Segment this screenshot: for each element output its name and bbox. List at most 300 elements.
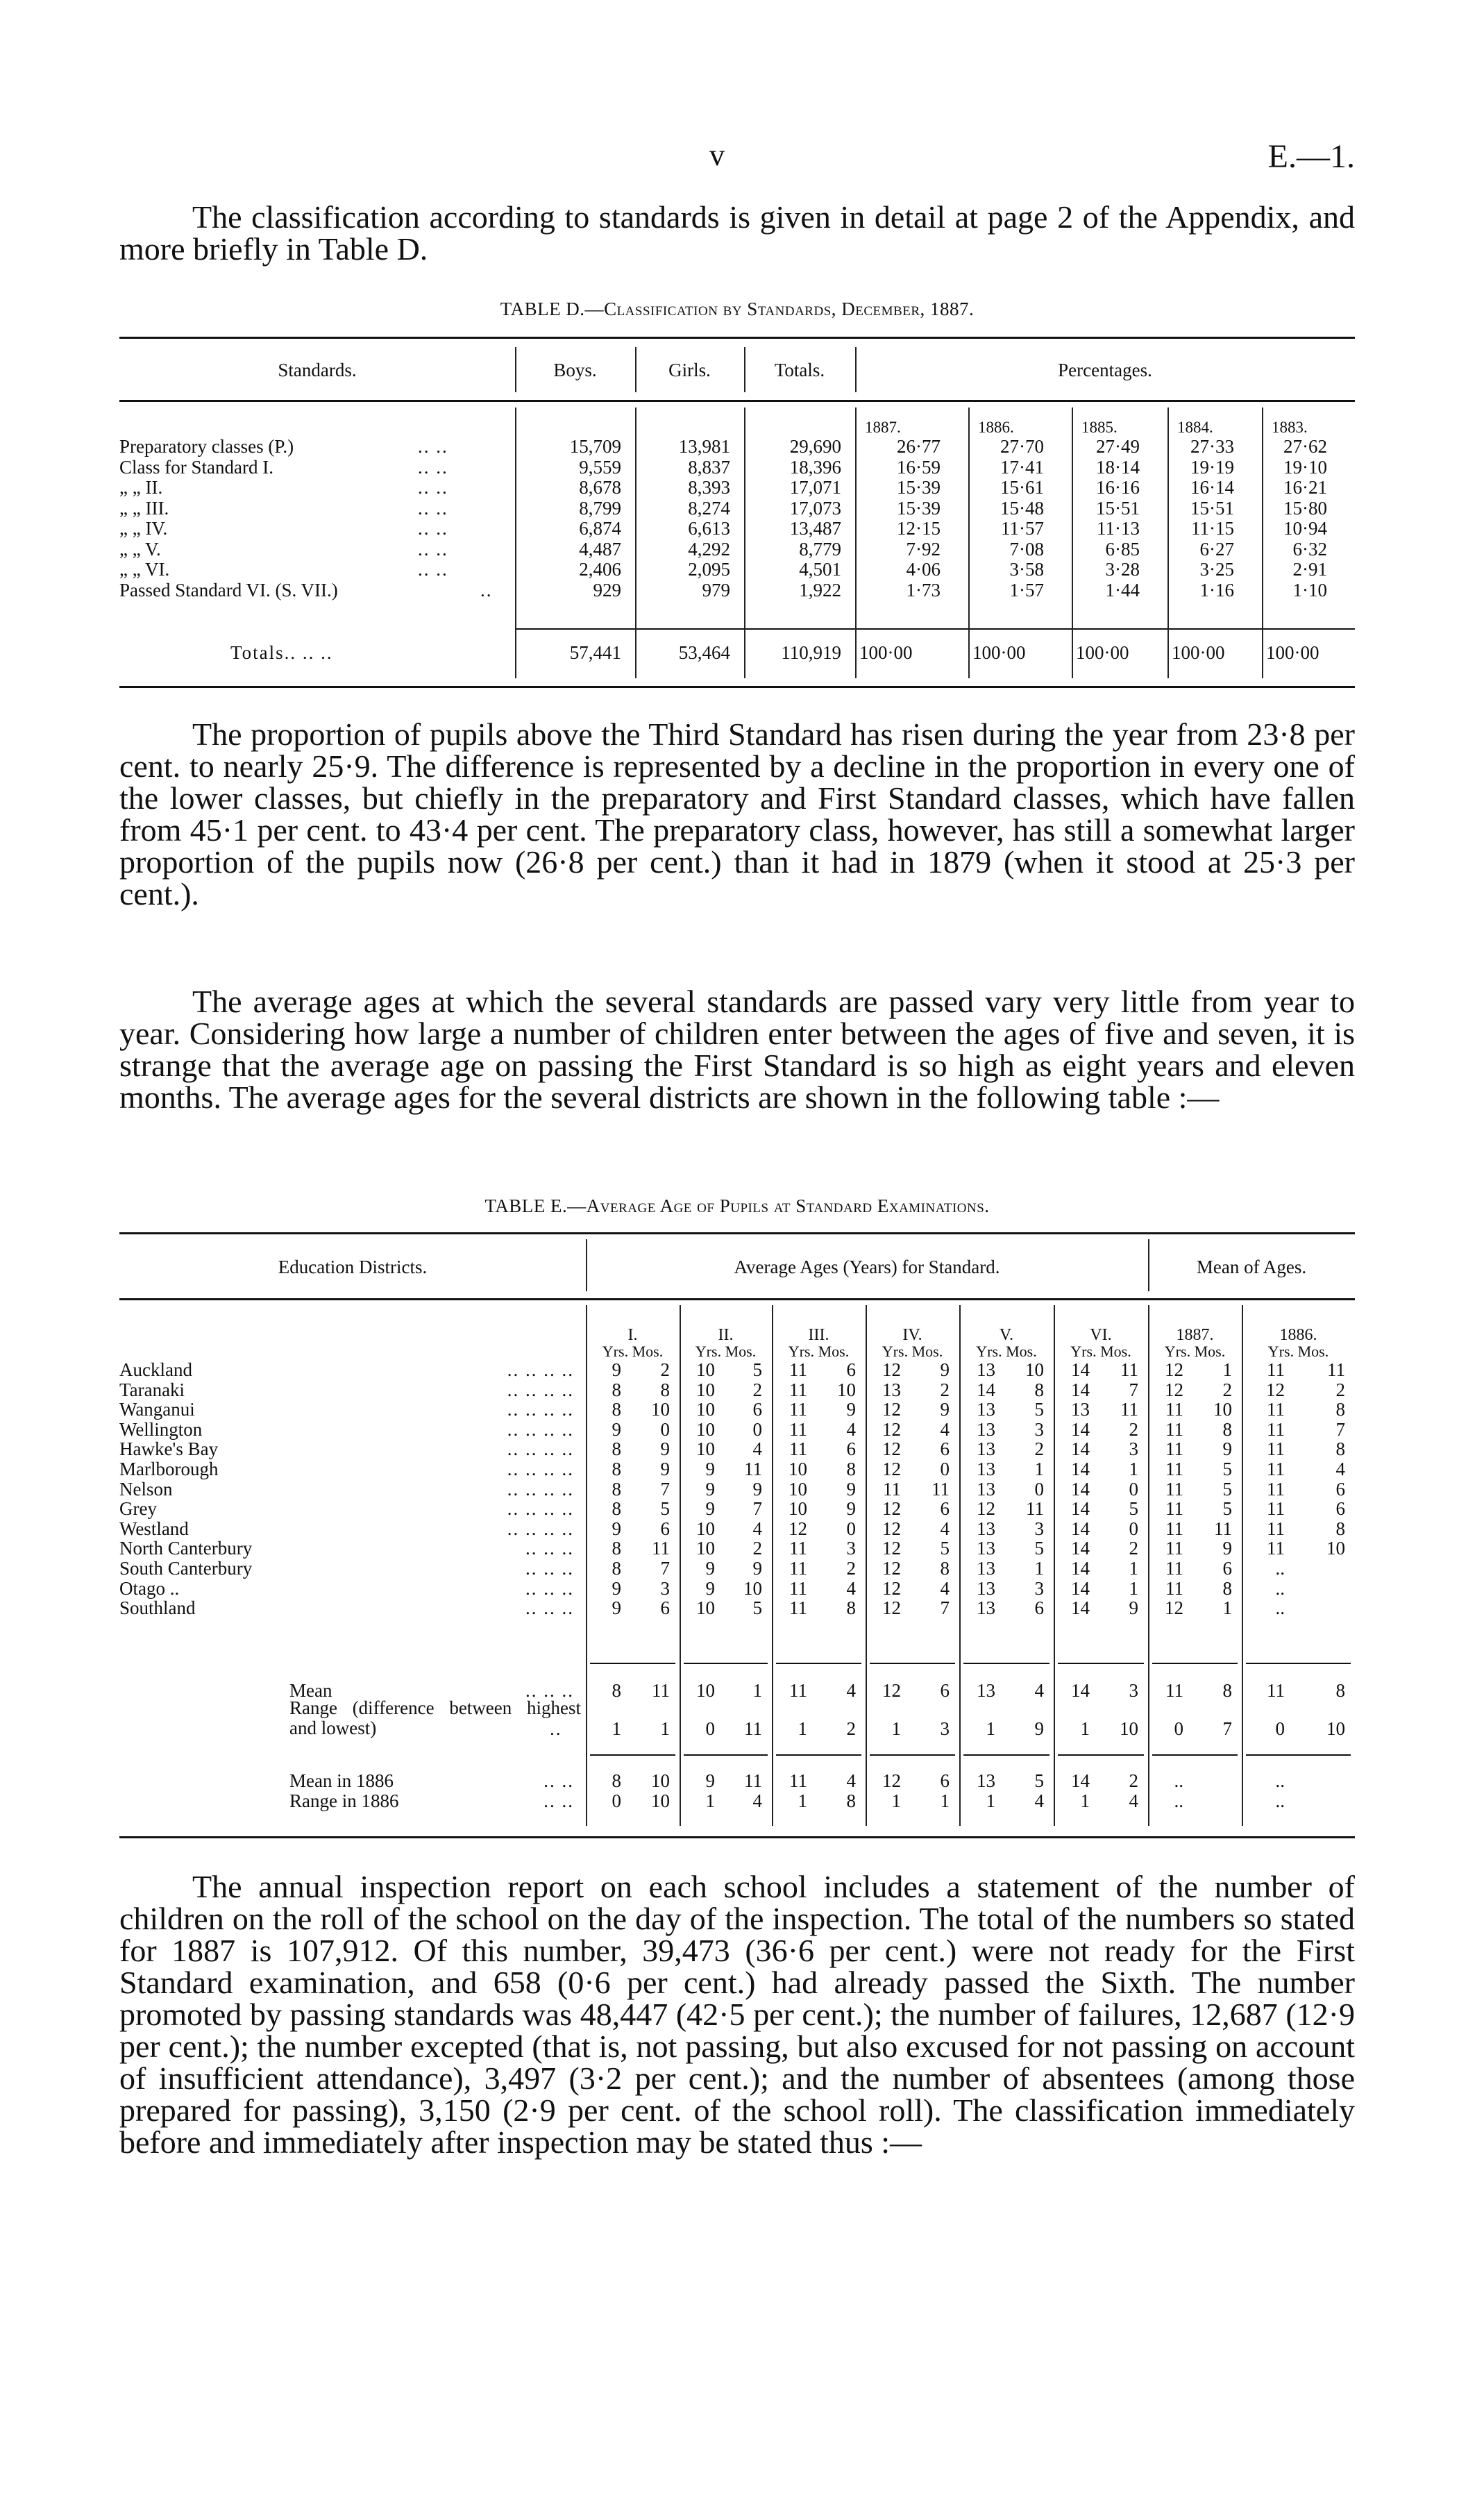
years-value: 11: [1165, 1418, 1183, 1440]
grand-total: 110,919: [781, 642, 841, 663]
months-value: 8: [846, 1459, 856, 1479]
months-value: 11: [744, 1459, 762, 1479]
years-value: 10: [696, 1597, 715, 1619]
rule: [119, 1836, 1355, 1838]
district-name: Wellington: [119, 1418, 203, 1440]
months-value: 5: [1034, 1399, 1044, 1420]
percentage-value: 26·77: [897, 436, 941, 457]
years-value: 12: [882, 1538, 901, 1559]
percentage-value: 16·21: [1283, 477, 1327, 498]
months-value: 4: [1335, 1459, 1345, 1479]
years-value: 11: [1165, 1459, 1183, 1479]
leader-dots: .. .. .. ..: [507, 1399, 574, 1420]
years-value: 0: [1174, 1718, 1183, 1739]
months-value: 4: [846, 1418, 856, 1440]
years-value: 11: [1165, 1438, 1183, 1460]
percentage-value: 1·44: [1105, 579, 1140, 601]
boys-value: 9,559: [579, 456, 621, 478]
girls-value: 8,274: [688, 497, 730, 519]
district-name: Auckland: [119, 1359, 192, 1380]
caption-text: Classification by Standards, December, 1887.: [604, 299, 975, 319]
leader-dots: .. .. ..: [525, 1558, 574, 1579]
months-value: 9: [752, 1558, 762, 1579]
percentage-value: 12·15: [897, 518, 941, 539]
years-value: 11: [1165, 1399, 1183, 1420]
years-value: 14: [1071, 1770, 1090, 1791]
years-value: 13: [977, 1359, 995, 1380]
years-value: 13: [977, 1518, 995, 1539]
years-value: 14: [1071, 1359, 1090, 1380]
months-value: 11: [1214, 1518, 1232, 1539]
leader-dots: .. ..: [418, 477, 448, 498]
years-value: 14: [1071, 1558, 1090, 1579]
years-value: 8: [612, 1770, 621, 1791]
months-value: 9: [940, 1399, 950, 1420]
years-value: 8: [612, 1399, 621, 1420]
paragraph-1: [119, 201, 1355, 265]
years-value: 11: [1267, 1680, 1285, 1701]
months-value: 6: [1335, 1478, 1345, 1500]
months-value: 6: [660, 1518, 670, 1539]
months-value: 8: [1335, 1518, 1345, 1539]
years-value: 13: [977, 1438, 995, 1460]
months-value: 8: [846, 1597, 856, 1619]
years-value: 10: [789, 1478, 807, 1500]
months-value: 1: [1034, 1558, 1044, 1579]
months-value: 10: [651, 1770, 670, 1791]
months-value: 9: [846, 1498, 856, 1520]
district-name: Westland: [119, 1518, 189, 1539]
percentage-value: 15·61: [1000, 477, 1044, 498]
total-value: 17,073: [789, 497, 841, 519]
totals-label: Totals.. .. ..: [230, 642, 333, 663]
years-value: ..: [1275, 1597, 1285, 1619]
months-value: 4: [940, 1418, 950, 1440]
months-value: 6: [1335, 1498, 1345, 1520]
years-value: 14: [1071, 1538, 1090, 1559]
months-value: 6: [660, 1597, 670, 1619]
months-value: 1: [1129, 1459, 1138, 1479]
years-value: 8: [612, 1438, 621, 1460]
months-value: 9: [1034, 1718, 1044, 1739]
years-value: 12: [882, 1438, 901, 1460]
months-value: 3: [940, 1718, 950, 1739]
years-value: 8: [612, 1558, 621, 1579]
percentage-value: 18·14: [1096, 456, 1140, 478]
percentage-value: 2·91: [1292, 559, 1327, 580]
total-value: 18,396: [789, 456, 841, 478]
months-value: 3: [1034, 1518, 1044, 1539]
months-value: 10: [837, 1379, 856, 1400]
months-value: 10: [651, 1790, 670, 1811]
leader-dots: .. .. ..: [525, 1538, 574, 1559]
years-value: 11: [789, 1359, 807, 1380]
boys-value: 8,799: [579, 497, 621, 519]
girls-value: 6,613: [688, 518, 730, 539]
months-value: 4: [940, 1577, 950, 1599]
leader-dots: .. ..: [418, 518, 448, 539]
years-value: 14: [1071, 1438, 1090, 1460]
months-value: 3: [846, 1538, 856, 1559]
years-value: 0: [1275, 1718, 1285, 1739]
years-value: 9: [612, 1577, 621, 1599]
years-value: 13: [1071, 1399, 1090, 1420]
years-value: 12: [882, 1459, 901, 1479]
girls-value: 8,837: [688, 456, 730, 478]
months-value: 3: [660, 1577, 670, 1599]
boys-total: 57,441: [569, 642, 621, 663]
percentage-value: 15·39: [897, 477, 941, 498]
total-value: 17,071: [789, 477, 841, 498]
years-value: 8: [612, 1379, 621, 1400]
months-value: 2: [940, 1379, 950, 1400]
percentage-total: 100·00: [859, 642, 913, 663]
total-value: 29,690: [789, 436, 841, 457]
boys-value: 929: [593, 579, 621, 601]
rule: [963, 1754, 1049, 1756]
years-value: 12: [882, 1518, 901, 1539]
girls-value: 8,393: [688, 477, 730, 498]
standard-column-header: 1887.: [1176, 1326, 1214, 1344]
months-value: 7: [1222, 1718, 1232, 1739]
months-value: 1: [1222, 1359, 1232, 1380]
rule: [1152, 1754, 1238, 1756]
percentage-value: 15·48: [1000, 497, 1044, 519]
percentage-value: 15·51: [1190, 497, 1234, 519]
percentage-value: 19·10: [1283, 456, 1327, 478]
boys-value: 15,709: [569, 436, 621, 457]
percentage-value: 4·06: [906, 559, 941, 580]
district-name: North Canterbury: [119, 1538, 253, 1559]
percentage-value: 7·08: [1009, 538, 1044, 560]
months-value: 8: [940, 1558, 950, 1579]
years-value: ..: [1275, 1577, 1285, 1599]
months-value: 8: [1222, 1577, 1232, 1599]
rule: [776, 1663, 861, 1664]
years-value: ..: [1275, 1558, 1285, 1579]
percentage-value: 3·58: [1009, 559, 1044, 580]
district-name: Hawke's Bay: [119, 1438, 219, 1460]
district-name: Grey: [119, 1498, 157, 1520]
leader-dots: .. .. .. ..: [507, 1438, 574, 1460]
percentage-value: 3·28: [1105, 559, 1140, 580]
months-value: 4: [1129, 1790, 1138, 1811]
months-value: 9: [846, 1478, 856, 1500]
years-value: ..: [1275, 1770, 1285, 1791]
header-mean-of-ages: Mean of Ages.: [1196, 1257, 1307, 1277]
leader-dots: ..: [480, 579, 493, 601]
months-value: 10: [651, 1399, 670, 1420]
yrs-mos-subheader: Yrs. Mos.: [602, 1343, 664, 1360]
months-value: 8: [1222, 1418, 1232, 1440]
leader-dots: .. .. .. ..: [507, 1518, 574, 1539]
months-value: 11: [744, 1770, 762, 1791]
months-value: 2: [1129, 1538, 1138, 1559]
years-value: 10: [696, 1379, 715, 1400]
paragraph-text: The proportion of pupils above the Third Standard has risen during the year from 23·8 per cent. to nearly 25·9. The difference is represented by a decline in the proportion in every one of the lower classes, but chiefly in the preparatory and First Standard classes, which have fallen from 45·1 per cent. to 43·4 per cent. The preparatory class, however, has still a somewhat larger proportion of the pupils now (26·8 per cent.) than it had in 1879 (when it stood at 25·3 per cent.).: [119, 716, 1355, 912]
months-value: 9: [752, 1478, 762, 1500]
header-boys: Boys.: [553, 360, 597, 380]
total-value: 8,779: [799, 538, 841, 560]
rule: [1058, 1754, 1144, 1756]
previous-label: Mean in 1886: [289, 1770, 394, 1791]
years-value: 11: [1165, 1518, 1183, 1539]
years-value: 12: [1266, 1379, 1285, 1400]
months-value: 9: [1222, 1438, 1232, 1460]
table-e-caption: [119, 1195, 1355, 1217]
years-value: 14: [1071, 1680, 1090, 1701]
years-value: 10: [696, 1518, 715, 1539]
months-value: 2: [660, 1359, 670, 1380]
girls-value: 13,981: [678, 436, 730, 457]
months-value: 10: [743, 1577, 762, 1599]
yrs-mos-subheader: Yrs. Mos.: [1070, 1343, 1131, 1360]
standard-column-header: VI.: [1090, 1326, 1112, 1344]
percentage-total: 100·00: [1076, 642, 1129, 663]
years-value: 12: [882, 1399, 901, 1420]
years-value: 12: [882, 1597, 901, 1619]
total-value: 4,501: [799, 559, 841, 580]
rule: [870, 1663, 955, 1664]
months-value: 4: [1034, 1680, 1044, 1701]
leader-dots: .. ..: [418, 456, 448, 478]
months-value: 11: [1120, 1359, 1138, 1380]
years-value: 11: [1267, 1538, 1285, 1559]
leader-dots: ..: [550, 1718, 562, 1739]
girls-value: 2,095: [688, 559, 730, 580]
months-value: 3: [1034, 1418, 1044, 1440]
months-value: 1: [940, 1790, 950, 1811]
document-code: E.—1.: [1267, 138, 1355, 175]
girls-value: 4,292: [688, 538, 730, 560]
years-value: 12: [882, 1577, 901, 1599]
row-label: Passed Standard VI. (S. VII.): [119, 579, 338, 601]
leader-dots: .. ..: [418, 538, 448, 560]
yrs-mos-subheader: Yrs. Mos.: [976, 1343, 1037, 1360]
header-girls: Girls.: [668, 360, 711, 380]
standard-column-header: III.: [808, 1326, 829, 1344]
years-value: 9: [612, 1597, 621, 1619]
boys-value: 4,487: [579, 538, 621, 560]
months-value: 6: [752, 1399, 762, 1420]
years-value: 1: [986, 1718, 995, 1739]
rule: [119, 686, 1355, 688]
years-value: 11: [1267, 1438, 1285, 1460]
months-value: 5: [1222, 1478, 1232, 1500]
months-value: 7: [940, 1597, 950, 1619]
leader-dots: .. .. ..: [525, 1680, 574, 1701]
row-label: „ „ V.: [119, 538, 161, 560]
header-totals: Totals.: [774, 360, 825, 380]
years-value: 11: [789, 1438, 807, 1460]
months-value: 5: [1222, 1498, 1232, 1520]
years-value: 11: [789, 1538, 807, 1559]
percentage-value: 1·57: [1009, 579, 1044, 601]
leader-dots: .. .. ..: [525, 1597, 574, 1619]
years-value: 11: [1267, 1518, 1285, 1539]
months-value: 2: [846, 1558, 856, 1579]
months-value: 0: [752, 1418, 762, 1440]
years-value: 11: [1165, 1538, 1183, 1559]
years-value: 9: [705, 1478, 715, 1500]
percentage-value: 16·16: [1096, 477, 1140, 498]
year-header: 1884.: [1177, 419, 1213, 436]
months-value: 2: [752, 1379, 762, 1400]
rule: [515, 628, 1355, 630]
years-value: 11: [789, 1418, 807, 1440]
months-value: 2: [1034, 1438, 1044, 1460]
years-value: 11: [1165, 1558, 1183, 1579]
months-value: 10: [1213, 1399, 1232, 1420]
months-value: 0: [660, 1418, 670, 1440]
years-value: 0: [705, 1718, 715, 1739]
years-value: 14: [977, 1379, 995, 1400]
years-value: ..: [1174, 1790, 1183, 1811]
rule: [684, 1663, 768, 1664]
row-label: „ „ II.: [119, 477, 163, 498]
percentage-value: 6·27: [1199, 538, 1234, 560]
months-value: 5: [752, 1359, 762, 1380]
months-value: 11: [1120, 1399, 1138, 1420]
percentage-total: 100·00: [1172, 642, 1225, 663]
months-value: 6: [940, 1438, 950, 1460]
percentage-value: 16·14: [1190, 477, 1234, 498]
years-value: 1: [891, 1718, 901, 1739]
months-value: 7: [660, 1478, 670, 1500]
years-value: ..: [1275, 1790, 1285, 1811]
months-value: 5: [1222, 1459, 1232, 1479]
years-value: 9: [612, 1518, 621, 1539]
year-header: 1885.: [1081, 419, 1118, 436]
months-value: 5: [752, 1597, 762, 1619]
months-value: 0: [846, 1518, 856, 1539]
rule: [776, 1754, 861, 1756]
years-value: 9: [705, 1498, 715, 1520]
paragraph-text: The annual inspection report on each school includes a statement of the number of children on the roll of the school on the day of the inspection. The total of the numbers so stated for 1887 is 107,912. Of this number, 39,473 (36·6 per cent.) were not ready for the First Standard examination, and 658 (0·6 per cent.) had already passed the Sixth. The number promoted by passing standards was 48,447 (42·5 per cent.); the number of failures, 12,687 (12·9 per cent.); the number excepted (that is, not passing, but also excused for not passing on account of insufficient attendance), 3,497 (3·2 per cent.); and the number of absentees (among those prepared for passing), 3,150 (2·9 per cent. of the school roll). The classification immediately before and immediately after inspection may be stated thus :—: [119, 1869, 1355, 2160]
years-value: 10: [696, 1359, 715, 1380]
district-name: Nelson: [119, 1478, 173, 1500]
years-value: 12: [789, 1518, 807, 1539]
district-name: Southland: [119, 1597, 196, 1619]
months-value: 2: [1335, 1379, 1345, 1400]
years-value: 1: [705, 1790, 715, 1811]
years-value: 9: [612, 1359, 621, 1380]
years-value: 14: [1071, 1418, 1090, 1440]
months-value: 8: [1335, 1438, 1345, 1460]
years-value: 13: [977, 1597, 995, 1619]
summary-label: Mean: [289, 1680, 332, 1701]
rule: [1152, 1663, 1238, 1664]
district-name: South Canterbury: [119, 1558, 253, 1579]
row-label: Preparatory classes (P.): [119, 436, 294, 457]
months-value: 8: [846, 1790, 856, 1811]
years-value: 1: [798, 1790, 807, 1811]
years-value: 10: [789, 1459, 807, 1479]
years-value: 10: [696, 1538, 715, 1559]
months-value: 1: [660, 1718, 670, 1739]
years-value: 11: [789, 1399, 807, 1420]
years-value: 13: [977, 1399, 995, 1420]
years-value: 9: [705, 1459, 715, 1479]
years-value: 11: [1267, 1478, 1285, 1500]
standard-column-header: I.: [627, 1326, 638, 1344]
months-value: 4: [846, 1680, 856, 1701]
paragraph-3: [119, 986, 1355, 1114]
years-value: 12: [882, 1418, 901, 1440]
boys-value: 8,678: [579, 477, 621, 498]
years-value: 9: [705, 1770, 715, 1791]
rule: [590, 1663, 675, 1664]
years-value: 13: [977, 1538, 995, 1559]
rule: [119, 1232, 1355, 1234]
percentage-value: 1·73: [906, 579, 941, 601]
page-number: v: [709, 138, 725, 172]
rule: [119, 1298, 1355, 1300]
percentage-total: 100·00: [972, 642, 1026, 663]
row-label: Class for Standard I.: [119, 456, 273, 478]
months-value: 11: [1327, 1359, 1345, 1380]
yrs-mos-subheader: Yrs. Mos.: [695, 1343, 757, 1360]
rule: [590, 1754, 675, 1756]
months-value: 0: [1129, 1478, 1138, 1500]
years-value: 1: [1080, 1790, 1090, 1811]
years-value: 11: [1165, 1577, 1183, 1599]
years-value: 14: [1071, 1518, 1090, 1539]
rule: [1058, 1663, 1144, 1664]
standard-column-header: 1886.: [1279, 1326, 1317, 1344]
months-value: 8: [1335, 1399, 1345, 1420]
years-value: 10: [696, 1438, 715, 1460]
years-value: 9: [705, 1558, 715, 1579]
months-value: 10: [1120, 1718, 1138, 1739]
percentage-value: 15·39: [897, 497, 941, 519]
years-value: 11: [883, 1478, 901, 1500]
year-header: 1886.: [978, 419, 1014, 436]
years-value: 1: [798, 1718, 807, 1739]
months-value: 5: [1034, 1538, 1044, 1559]
district-name: Wanganui: [119, 1399, 195, 1420]
months-value: 4: [752, 1438, 762, 1460]
months-value: 9: [660, 1459, 670, 1479]
percentage-value: 6·85: [1105, 538, 1140, 560]
header-districts: Education Districts.: [278, 1257, 428, 1277]
previous-label: Range in 1886: [289, 1790, 399, 1811]
percentage-value: 6·32: [1292, 538, 1327, 560]
years-value: 12: [1165, 1359, 1183, 1380]
years-value: 11: [789, 1597, 807, 1619]
months-value: 5: [660, 1498, 670, 1520]
months-value: 1: [1222, 1597, 1232, 1619]
standard-column-header: IV.: [902, 1326, 922, 1344]
years-value: 10: [696, 1680, 715, 1701]
years-value: 13: [977, 1680, 995, 1701]
rule: [119, 400, 1355, 402]
years-value: 12: [1165, 1379, 1183, 1400]
months-value: 2: [1222, 1379, 1232, 1400]
months-value: 9: [1222, 1538, 1232, 1559]
months-value: 0: [940, 1459, 950, 1479]
years-value: 13: [977, 1558, 995, 1579]
percentage-total: 100·00: [1266, 642, 1319, 663]
standard-column-header: V.: [999, 1326, 1014, 1344]
months-value: 11: [652, 1538, 670, 1559]
months-value: 9: [660, 1438, 670, 1460]
months-value: 1: [1129, 1558, 1138, 1579]
district-name: Marlborough: [119, 1459, 219, 1479]
yrs-mos-subheader: Yrs. Mos.: [1267, 1343, 1329, 1360]
rule: [1246, 1663, 1351, 1664]
years-value: 1: [891, 1790, 901, 1811]
